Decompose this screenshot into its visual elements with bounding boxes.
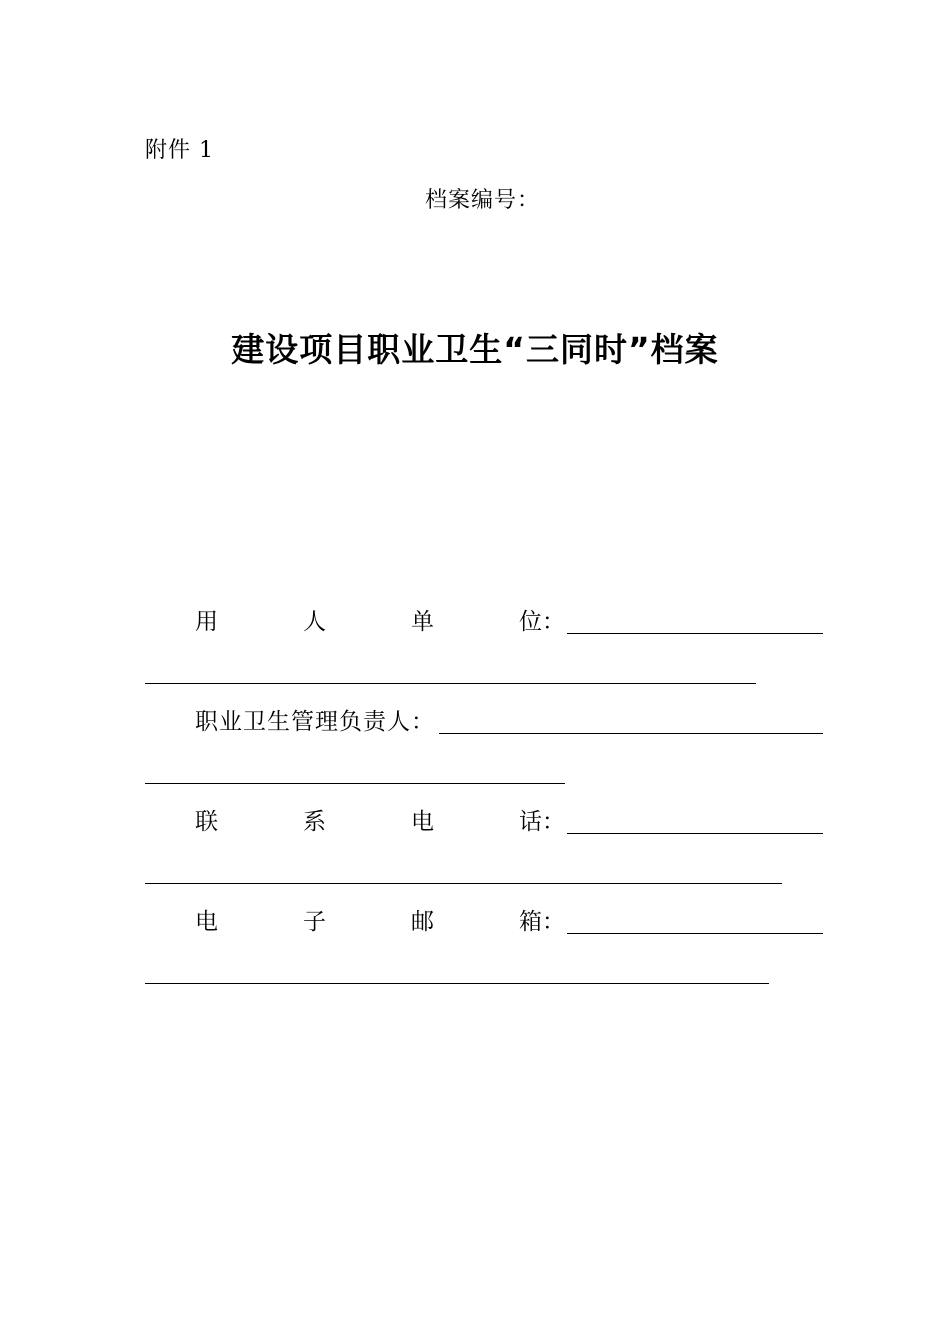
phone-label-char: 电 bbox=[411, 809, 434, 835]
email-label-char: 子 bbox=[303, 909, 326, 935]
phone-label-char: 系 bbox=[303, 809, 326, 835]
employer-label bbox=[195, 607, 565, 637]
email-label-char: 箱： bbox=[519, 909, 565, 935]
oh-manager-input-line[interactable] bbox=[439, 733, 823, 734]
oh-manager-label: 职业卫生管理负责人： bbox=[195, 709, 435, 735]
email-input-line-continued[interactable] bbox=[145, 983, 769, 984]
employer-label-char: 用 bbox=[195, 609, 218, 635]
phone-input-line[interactable] bbox=[567, 833, 823, 834]
employer-input-line[interactable] bbox=[567, 633, 823, 634]
employer-label-char: 位： bbox=[519, 609, 565, 635]
document-title: 建设项目职业卫生“三同时”档案 bbox=[231, 330, 719, 369]
employer-input-line-continued[interactable] bbox=[145, 683, 756, 684]
email-label-char: 电 bbox=[195, 909, 218, 935]
archive-number-label: 档案编号： bbox=[425, 188, 541, 213]
phone-label bbox=[195, 807, 565, 837]
employer-label-char: 单 bbox=[411, 609, 434, 635]
email-label-char: 邮 bbox=[411, 909, 434, 935]
email-input-line[interactable] bbox=[567, 933, 823, 934]
phone-label-char: 话： bbox=[519, 809, 565, 835]
employer-label-char: 人 bbox=[303, 609, 326, 635]
oh-manager-input-line-continued[interactable] bbox=[145, 783, 565, 784]
phone-input-line-continued[interactable] bbox=[145, 883, 782, 884]
email-label bbox=[195, 907, 565, 937]
attachment-label: 附件 1 bbox=[145, 138, 214, 163]
phone-label-char: 联 bbox=[195, 809, 218, 835]
